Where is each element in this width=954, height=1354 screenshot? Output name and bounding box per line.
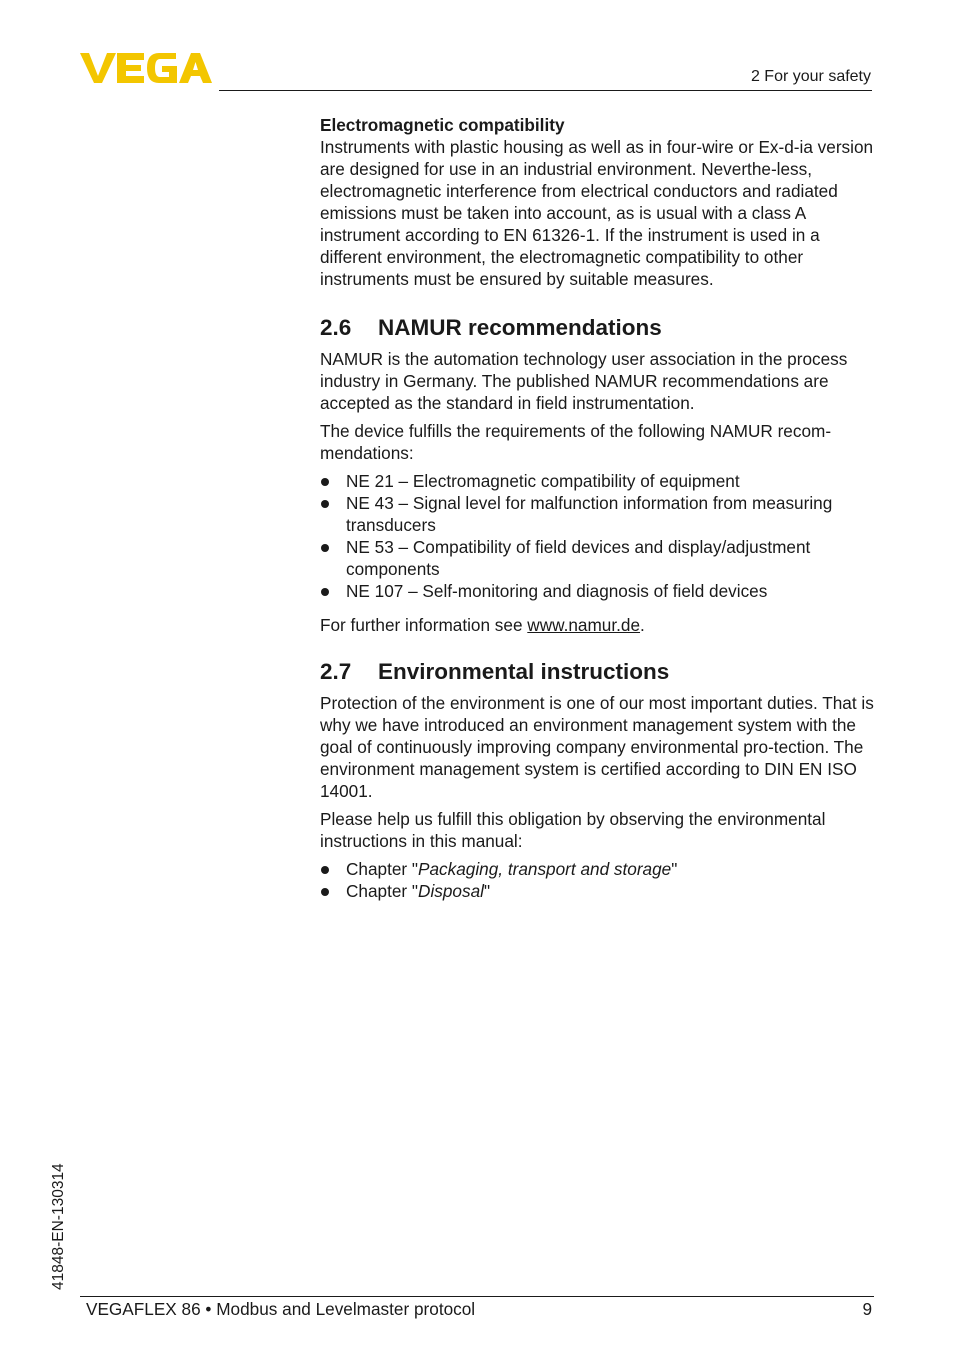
- section-title: NAMUR recommendations: [378, 315, 662, 340]
- section-title: Environmental instructions: [378, 659, 670, 684]
- list-item: [320, 880, 876, 902]
- environment-bullet-list: [320, 858, 876, 902]
- namur-bullet-list: [320, 470, 876, 602]
- chapter-reference: Disposal: [418, 881, 484, 901]
- list-item: NE 43 – Signal level for malfunction information from measuring transducers: [320, 492, 876, 536]
- namur-paragraph-1: NAMUR is the automation technology user association in the process industry in Germany. The published NAMUR recommendations are accepted as the standard in field instrumentation.: [320, 349, 848, 413]
- chapter-suffix: ": [483, 881, 491, 901]
- environment-paragraph-2: Please help us fulfill this obligation by observing the environmental instructions in this manual:: [320, 809, 826, 851]
- document-id: 41848-EN-130314: [50, 1163, 67, 1290]
- chapter-suffix: ": [671, 859, 678, 879]
- list-item: [320, 858, 876, 880]
- emc-subheading: Electromagnetic compatibility: [320, 115, 565, 135]
- environment-paragraph-1: Protection of the environment is one of our most important duties. That is why we have introduced an environment management system with the goal of continuously improving company environmental pro-tection. The environment management system is certified according to DIN EN ISO 14001.: [320, 693, 874, 801]
- namur-paragraph-2: The device fulfills the requirements of the following NAMUR recom-mendations:: [320, 421, 832, 463]
- footer-product-title: VEGAFLEX 86 • Modbus and Levelmaster protocol: [86, 1299, 476, 1319]
- section-number: 2.7: [320, 659, 352, 684]
- further-info-line: [320, 614, 876, 636]
- section-number: 2.6: [320, 315, 352, 340]
- further-info-text: For further information see: [320, 615, 528, 635]
- chapter-prefix: Chapter ": [346, 881, 419, 901]
- section-heading-environment: [320, 658, 876, 686]
- header-section-title: 2 For your safety: [750, 68, 871, 85]
- further-info-suffix: .: [640, 615, 645, 635]
- vega-logo: [80, 50, 212, 84]
- list-item: NE 107 – Self-monitoring and diagnosis of field devices: [320, 580, 876, 602]
- chapter-reference: Packaging, transport and storage: [418, 859, 672, 879]
- section-heading-namur: [320, 314, 876, 342]
- page-number: 9: [862, 1299, 872, 1319]
- list-item: NE 21 – Electromagnetic compatibility of equipment: [320, 470, 876, 492]
- footer-divider: [80, 1296, 874, 1297]
- namur-link[interactable]: www.namur.de: [527, 615, 641, 635]
- emc-paragraph: Instruments with plastic housing as well as in four-wire or Ex-d-ia version are designed for use in an industrial environment. Neverthe-less, electromagnetic interference from electrical conductors and radiated emissions must be taken into account, as is usual with a class A instrument according to EN 61326-1. If the instrument is used in a different environment, the electromagnetic compatibility to other instruments must be ensured by suitable measures.: [320, 137, 874, 289]
- header-divider: [219, 90, 872, 91]
- main-content: [320, 114, 876, 902]
- list-item: NE 53 – Compatibility of field devices and display/adjustment components: [320, 536, 876, 580]
- chapter-prefix: Chapter ": [346, 859, 419, 879]
